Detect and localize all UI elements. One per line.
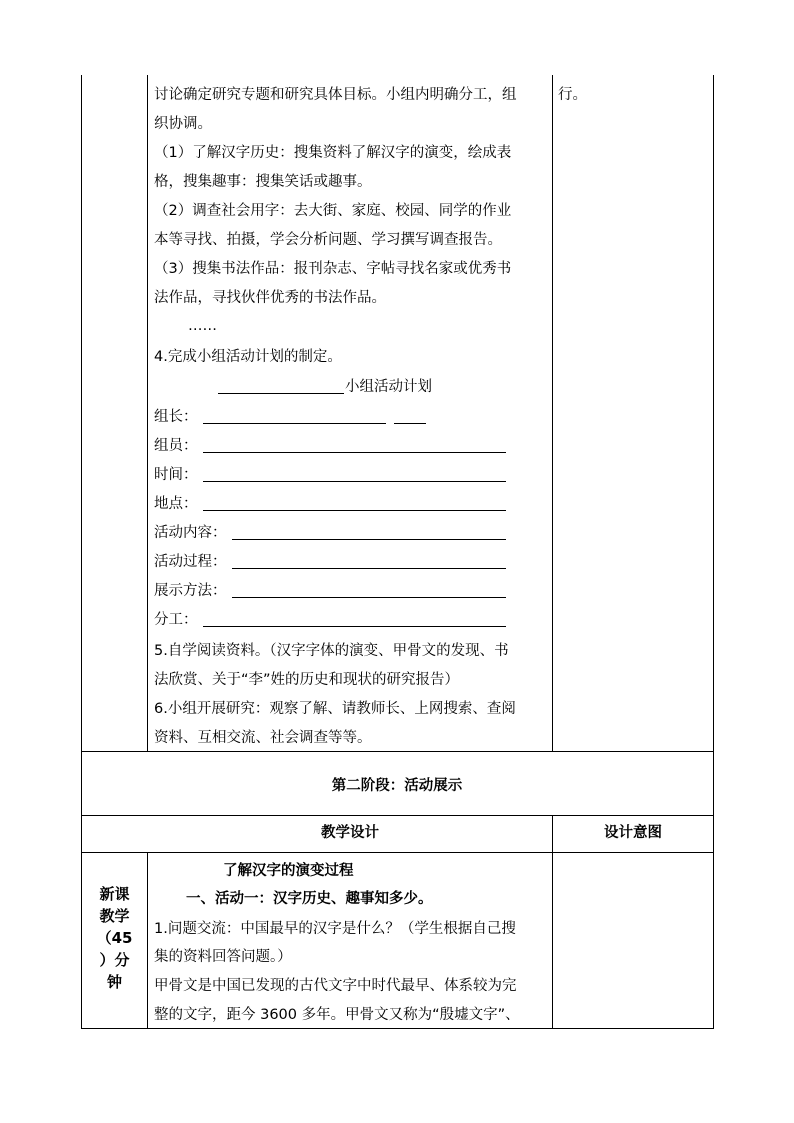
stage-title: 第二阶段：活动展示 bbox=[331, 778, 463, 794]
col-right-divider-bottom bbox=[552, 815, 553, 1029]
plan-field-blank[interactable] bbox=[232, 568, 506, 569]
body-line: 整的文字，距今 3600 多年。甲骨文又称为“殷墟文字”、 bbox=[154, 1007, 520, 1023]
body-line: （1）了解汉字历史：搜集资料了解汉字的演变，绘成表 bbox=[154, 145, 512, 161]
body-line: 资料、互相交流、社会调查等等。 bbox=[154, 730, 372, 746]
plan-field-blank[interactable] bbox=[232, 539, 506, 540]
header-intent: 设计意图 bbox=[604, 825, 662, 841]
body-line: 集的资料回答问题。） bbox=[154, 949, 292, 965]
plan-field-label: 活动过程： bbox=[154, 554, 227, 570]
row-divider-3 bbox=[81, 852, 714, 853]
plan-field-blank-extra[interactable] bbox=[394, 423, 426, 424]
body-line: （3）搜集书法作品：报刊杂志、字帖寻找名家或优秀书 bbox=[154, 261, 512, 277]
col-left-divider-top bbox=[147, 75, 148, 751]
body-line: 本等寻找、拍摄，学会分析问题、学习撰写调查报告。 bbox=[154, 232, 502, 248]
body-line: 甲骨文是中国已发现的古代文字中时代最早、体系较为完 bbox=[154, 978, 517, 994]
lesson-activity: 一、活动一：汉字历史、趣事知多少。 bbox=[186, 891, 433, 907]
side-label-line: 钟 bbox=[106, 973, 122, 991]
plan-field-blank[interactable] bbox=[232, 597, 506, 598]
plan-field-blank[interactable] bbox=[203, 481, 506, 482]
body-line: 4.完成小组活动计划的制定。 bbox=[154, 349, 342, 365]
side-label-line: 新课 bbox=[99, 885, 130, 903]
side-label-line: （45 bbox=[96, 929, 133, 947]
plan-field-blank[interactable] bbox=[203, 452, 506, 453]
body-line: 法作品，寻找伙伴优秀的书法作品。 bbox=[154, 290, 386, 306]
side-label-line: ）分 bbox=[99, 951, 130, 969]
body-line: 5.自学阅读资料。（汉字字体的演变、甲骨文的发现、书 bbox=[154, 643, 509, 659]
lesson-side-label bbox=[82, 883, 147, 993]
plan-field-label: 组员： bbox=[154, 438, 198, 454]
body-line: 法欣赏、关于“李”姓的历史和现状的研究报告） bbox=[154, 672, 460, 688]
row-divider-1 bbox=[81, 751, 714, 752]
table-right-border bbox=[713, 75, 714, 1029]
body-line: 讨论确定研究专题和研究具体目标。小组内明确分工，组 bbox=[154, 87, 517, 103]
header-design: 教学设计 bbox=[321, 825, 379, 841]
plan-field-label: 地点： bbox=[154, 496, 198, 512]
lesson-subtitle: 了解汉字的演变过程 bbox=[223, 863, 354, 879]
ellipsis: …… bbox=[188, 318, 217, 334]
right-note: 行。 bbox=[558, 87, 587, 103]
plan-field-label: 时间： bbox=[154, 467, 198, 483]
body-line: 格，搜集趣事：搜集笑话或趣事。 bbox=[154, 174, 372, 190]
row-divider-2 bbox=[81, 815, 714, 816]
col-right-divider-top bbox=[552, 75, 553, 751]
body-line: （2）调查社会用字：去大街、家庭、校园、同学的作业 bbox=[154, 203, 512, 219]
body-line: 织协调。 bbox=[154, 116, 212, 132]
side-label-line: 教学 bbox=[99, 907, 130, 925]
body-line: 1.问题交流：中国最早的汉字是什么？（学生根据自己搜 bbox=[154, 921, 516, 937]
plan-field-label: 分工： bbox=[154, 612, 198, 628]
plan-field-blank[interactable] bbox=[203, 626, 506, 627]
table-bottom-border bbox=[81, 1028, 714, 1029]
plan-field-label: 展示方法： bbox=[154, 583, 227, 599]
col-left-divider-bottom bbox=[147, 852, 148, 1029]
plan-field-blank[interactable] bbox=[203, 510, 506, 511]
plan-field-label: 活动内容： bbox=[154, 525, 227, 541]
body-line: 6.小组开展研究：观察了解、请教师长、上网搜索、查阅 bbox=[154, 701, 516, 717]
plan-title-blank[interactable] bbox=[218, 393, 344, 394]
plan-field-label: 组长： bbox=[154, 409, 198, 425]
plan-title: 小组活动计划 bbox=[345, 379, 432, 395]
plan-field-blank[interactable] bbox=[203, 423, 386, 424]
